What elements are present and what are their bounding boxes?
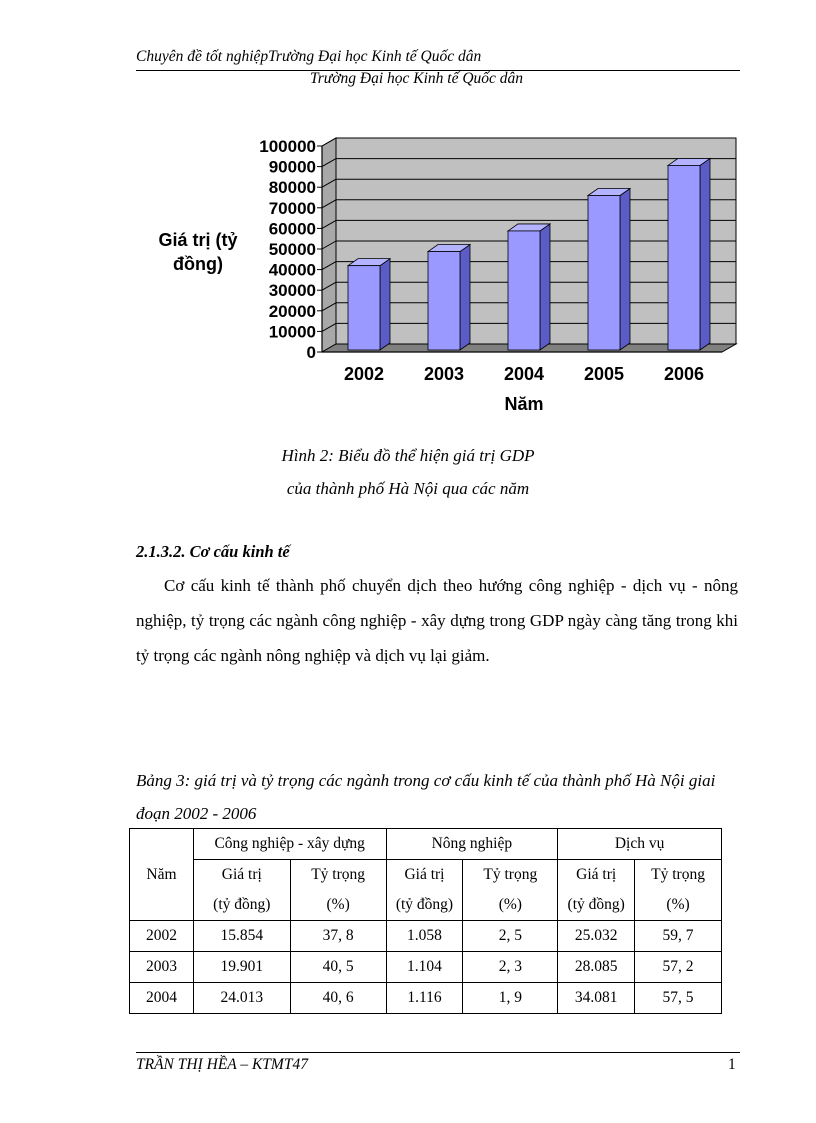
figure-caption-line1: Hình 2: Biểu đồ thể hiện giá trị GDP [281, 446, 535, 465]
bar-2004 [508, 231, 540, 350]
bar-side [380, 259, 390, 350]
share-header: Tỷ trọng (%) [635, 860, 722, 921]
x-tick-label: 2006 [663, 364, 705, 384]
economic-structure-table [129, 828, 722, 1014]
table-cell: 40, 5 [290, 952, 386, 983]
table-caption: Bảng 3: giá trị và tỷ trọng các ngành trong cơ cấu kinh tế của thành phố Hà Nội giai đoạn 2002 - 2006 [136, 771, 716, 823]
y-axis-title: Giá trị (tỷ [158, 230, 238, 250]
footer-divider [136, 1052, 740, 1053]
bar-2002 [348, 266, 380, 350]
footer-author: TRẦN THỊ HỀA – KTMT47 [136, 1056, 308, 1073]
table-cell: 19.901 [193, 952, 290, 983]
bar-side [460, 245, 470, 350]
y-tick-label: 0 [306, 343, 316, 362]
table-cell: 1.116 [386, 983, 463, 1014]
bar-2006 [668, 165, 700, 350]
table-cell: 2003 [130, 952, 194, 983]
y-tick-label: 50000 [268, 240, 316, 259]
bar-2003 [428, 252, 460, 350]
y-tick-label: 80000 [268, 178, 316, 198]
group-header-industry: Công nghiệp - xây dựng [193, 829, 386, 860]
table-row [130, 983, 722, 1014]
table-cell: 25.032 [558, 921, 635, 952]
gdp-bar-chart [150, 128, 740, 428]
y-tick-label: 100000 [259, 137, 316, 156]
table-cell: 59, 7 [635, 921, 722, 952]
bar-2005 [588, 196, 620, 351]
table-cell: 1, 9 [463, 983, 558, 1014]
group-header-services: Dịch vụ [558, 829, 722, 860]
value-header: Giá trị (tỷ đồng) [386, 860, 463, 921]
body-paragraph: Cơ cấu kinh tế thành phố chuyển dịch theo hướng công nghiệp - dịch vụ - nông nghiệp, tỷ trọng các ngành công nghiệp - xây dựng trong GDP ngày càng tăng trong khi tỷ trọng các ngành nông nghiệp và dịch vụ lại giảm. [136, 576, 738, 665]
y-tick-label: 60000 [268, 219, 316, 239]
year-header: Năm [130, 829, 194, 921]
y-tick-label: 20000 [268, 301, 316, 321]
share-header: Tỷ trọng (%) [290, 860, 386, 921]
table-cell: 2004 [130, 983, 194, 1014]
x-tick-label: 2003 [423, 364, 465, 384]
y-axis-title: đồng) [173, 254, 223, 274]
y-tick-label: 10000 [268, 322, 316, 342]
value-header: Giá trị (tỷ đồng) [558, 860, 635, 921]
y-tick-label: 40000 [268, 260, 316, 280]
table-cell: 2, 3 [463, 952, 558, 983]
table-cell: 24.013 [193, 983, 290, 1014]
y-tick-label: 90000 [268, 157, 316, 177]
bar-side [540, 224, 550, 350]
bar-side [700, 158, 710, 350]
page-number: 1 [728, 1056, 736, 1073]
table-row [130, 952, 722, 983]
bar-side [620, 189, 630, 351]
table-subheader-row [130, 860, 722, 921]
table-cell: 57, 5 [635, 983, 722, 1014]
y-tick-label: 30000 [268, 281, 316, 301]
share-header: Tỷ trọng (%) [463, 860, 558, 921]
header-subtitle: Trường Đại học Kinh tế Quốc dân [310, 70, 524, 87]
x-tick-label: 2002 [343, 364, 385, 384]
x-tick-label: 2005 [583, 364, 625, 384]
table-cell: 57, 2 [635, 952, 722, 983]
table-cell: 28.085 [558, 952, 635, 983]
table-cell: 40, 6 [290, 983, 386, 1014]
x-tick-label: 2004 [503, 364, 545, 384]
table-row [130, 921, 722, 952]
x-axis-title: Năm [504, 394, 544, 414]
table-cell: 2, 5 [463, 921, 558, 952]
table-cell: 1.104 [386, 952, 463, 983]
table-cell: 34.081 [558, 983, 635, 1014]
table-cell: 1.058 [386, 921, 463, 952]
header-title: Chuyên đề tốt nghiệpTrường Đại học Kinh tế Quốc dân [136, 48, 482, 65]
y-tick-label: 70000 [268, 198, 316, 218]
table-header-row [130, 829, 722, 860]
value-header: Giá trị (tỷ đồng) [193, 860, 290, 921]
table-cell: 2002 [130, 921, 194, 952]
section-heading: 2.1.3.2. Cơ cấu kinh tế [136, 542, 290, 561]
table-cell: 15.854 [193, 921, 290, 952]
group-header-agriculture: Nông nghiệp [386, 829, 558, 860]
figure-caption-line2: của thành phố Hà Nội qua các năm [286, 479, 530, 498]
table-cell: 37, 8 [290, 921, 386, 952]
